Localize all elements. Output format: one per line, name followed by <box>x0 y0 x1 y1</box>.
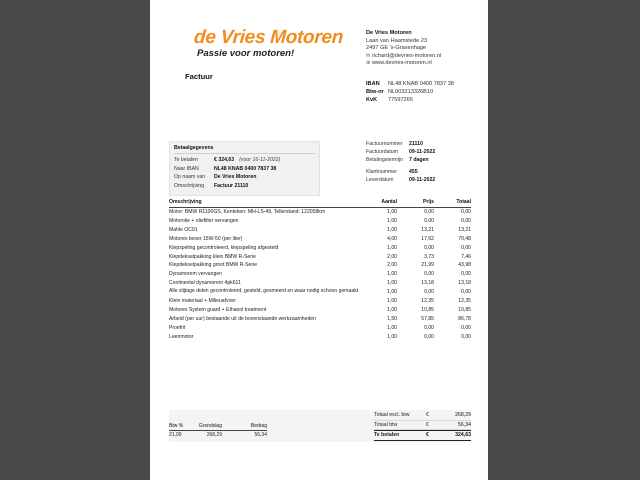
item-price: 0,00 <box>424 244 434 251</box>
payment-amount: € 324,63 <box>214 157 235 163</box>
payment-details-box <box>169 141 320 196</box>
invoice-meta <box>366 141 435 185</box>
item-price: 0,00 <box>424 289 434 296</box>
payment-row <box>174 156 315 165</box>
item-price: 0,00 <box>424 217 434 224</box>
item-quantity: 1,00 <box>387 280 397 287</box>
meta-value: 21110 <box>409 141 423 147</box>
table-row <box>169 324 471 333</box>
item-price: 21,99 <box>421 262 434 269</box>
table-row <box>169 315 471 324</box>
meta-label: Leverdatum <box>366 177 394 184</box>
item-total: 0,00 <box>461 209 471 215</box>
item-description: Arbeid (per uur) bestaande uit de bovenstaande werkzaamheden <box>169 315 316 322</box>
item-description: Continental dynamorem 4pk611 <box>169 280 241 287</box>
table-row <box>169 235 471 244</box>
payment-value: De Vries Motoren <box>214 174 257 181</box>
bank-label: IBAN <box>366 81 380 87</box>
meta-value: 09-11-2022 <box>409 148 436 155</box>
item-quantity: 1,00 <box>387 333 397 340</box>
totals-currency: € <box>426 432 429 439</box>
payment-row <box>174 165 315 174</box>
item-price: 0,00 <box>424 333 434 340</box>
item-price: 12,35 <box>421 298 434 305</box>
item-total: 70,48 <box>458 235 471 242</box>
item-quantity: 1,00 <box>387 271 397 278</box>
item-total: 0,00 <box>461 289 471 296</box>
line-items-header <box>169 199 471 208</box>
grand-total-label: Te betalen <box>374 432 400 439</box>
payment-value: Factuur 21110 <box>214 182 249 189</box>
item-quantity: 1,00 <box>387 226 397 233</box>
meta-row <box>366 177 435 185</box>
table-row <box>169 261 471 270</box>
bank-details <box>366 80 454 104</box>
vat-header-amount: Bedrag <box>250 423 267 429</box>
item-description: Motorex boxer 15W-50 (per liter) <box>169 235 243 242</box>
item-price: 57,85 <box>421 315 434 322</box>
company-name: De Vries Motoren <box>366 30 412 36</box>
bank-value: 77597265 <box>388 97 413 103</box>
company-email[interactable]: richard@devries-motoren.nl <box>372 52 442 59</box>
totals-value: 268,29 <box>455 412 471 418</box>
payment-label: Op naam van <box>174 174 206 181</box>
document-title: Factuur <box>185 72 213 81</box>
item-price: 3,73 <box>424 253 434 260</box>
vat-header-base: Grondslag <box>198 423 222 429</box>
header-quantity: Aantal <box>381 199 397 205</box>
totals-row <box>374 421 471 431</box>
table-row <box>169 208 471 217</box>
meta-label: Klantnummer <box>366 169 397 176</box>
table-row <box>169 288 471 297</box>
company-email-row <box>366 53 441 61</box>
bank-label: KvK <box>366 97 378 103</box>
item-total: 0,00 <box>461 244 471 251</box>
item-description: Motorex System guard + Ethanol treatment <box>169 306 267 313</box>
item-quantity: 2,00 <box>387 262 397 269</box>
item-price: 0,00 <box>424 324 434 331</box>
company-logo <box>194 28 343 59</box>
header-price: Prijs <box>422 199 434 205</box>
meta-row <box>366 149 435 157</box>
item-quantity: 1,00 <box>387 217 397 224</box>
header-total: Totaal <box>456 199 471 205</box>
meta-row <box>366 157 435 165</box>
item-description: Klepdekselpakking groot BMW R-Serie <box>169 262 258 269</box>
line-items-table <box>169 199 471 342</box>
company-website[interactable]: www.devries-motoren.nl <box>372 60 432 67</box>
totals-value: 56,34 <box>458 421 471 428</box>
item-description: Alle slijtage delen gecontroleerd, gesteld, gesmeerd en waar nodig schoon gemaakt <box>169 288 359 295</box>
payment-value <box>214 156 280 165</box>
logo-tagline: Passie voor motoren! <box>197 48 295 59</box>
item-price: 13,21 <box>421 226 434 233</box>
table-row <box>169 306 471 315</box>
envelope-icon: ✉ <box>366 52 371 59</box>
totals-label: Totaal btw <box>374 421 398 428</box>
totals-grand-row <box>374 430 471 441</box>
table-row <box>169 297 471 306</box>
item-description: Klepspeling gecontroleerd, klepspeling afgesteld <box>169 244 279 251</box>
item-total: 7,46 <box>461 253 471 260</box>
vat-base: 268,29 <box>206 432 222 438</box>
bank-row-btw <box>366 88 454 96</box>
company-street: Laan van Haamstede 23 <box>366 37 427 44</box>
item-total: 0,00 <box>461 324 471 331</box>
totals-currency: € <box>426 412 429 418</box>
item-quantity: 4,00 <box>387 235 397 242</box>
item-description: Motorolie + oliefilter vervangen <box>169 217 239 224</box>
item-price: 13,18 <box>421 280 434 287</box>
meta-row <box>366 169 435 177</box>
meta-label: Factuurnummer <box>366 141 403 147</box>
item-price: 0,00 <box>424 209 434 215</box>
payment-heading: Betaalgegevens <box>174 145 315 154</box>
item-total: 0,00 <box>461 217 471 224</box>
item-price: 17,62 <box>421 235 434 242</box>
item-description: Dynamorem vervangen <box>169 271 222 278</box>
item-quantity: 2,00 <box>387 253 397 260</box>
payment-row <box>174 182 315 191</box>
item-total: 12,35 <box>458 298 471 305</box>
item-description: Leenmotor <box>169 333 194 340</box>
payment-label: Naar IBAN <box>174 165 199 172</box>
totals-currency: € <box>426 421 429 428</box>
item-total: 13,21 <box>458 226 471 233</box>
payment-label: Te betalen <box>174 157 198 163</box>
company-city: 2497 GE 's-Gravenhage <box>366 45 427 52</box>
meta-value: 455 <box>409 169 418 176</box>
line-items-body <box>169 208 471 342</box>
payment-value: NL48 KNAB 0400 7837 38 <box>214 165 277 172</box>
item-quantity: 1,00 <box>387 289 397 296</box>
item-quantity: 1,00 <box>387 209 397 215</box>
item-quantity: 1,50 <box>387 315 397 322</box>
item-quantity: 1,00 <box>387 306 397 313</box>
totals-label: Totaal excl. btw <box>374 412 410 418</box>
vat-header <box>169 423 267 431</box>
item-total: 86,78 <box>458 315 471 322</box>
bank-row-kvk <box>366 96 454 104</box>
bank-label: Btw-nr <box>366 89 384 95</box>
vat-row <box>169 431 267 439</box>
item-total: 0,00 <box>461 271 471 278</box>
grand-total-value: 324,63 <box>455 432 471 439</box>
item-description: Klepdekselpakking klein BMW R-Serie <box>169 253 256 260</box>
item-price: 10,85 <box>421 306 434 313</box>
meta-row <box>366 141 435 149</box>
item-quantity: 1,00 <box>387 298 397 305</box>
item-description: Klein materiaal + Milieuafvoer <box>169 298 236 305</box>
company-address <box>366 30 441 68</box>
item-total: 0,00 <box>461 333 471 340</box>
item-quantity: 1,00 <box>387 244 397 251</box>
item-description: Mahle OC91 <box>169 226 198 233</box>
table-row <box>169 244 471 253</box>
company-website-row <box>366 60 441 68</box>
item-total: 43,98 <box>458 262 471 269</box>
meta-label: Factuurdatum <box>366 148 399 155</box>
header-description: Omschrijving <box>169 199 202 205</box>
table-row <box>169 279 471 288</box>
vat-pct: 21,00 <box>169 432 182 438</box>
globe-icon: ⊕ <box>366 60 371 67</box>
table-row <box>169 333 471 342</box>
item-description: Proefrit <box>169 324 186 331</box>
table-row <box>169 253 471 262</box>
payment-due-note: (voor 16-11-2022) <box>239 157 281 163</box>
invoice-page <box>150 0 488 480</box>
table-row <box>169 270 471 279</box>
item-description: Motor: BMW R1100GS, Kenteken: MH-LS-49, Tellerstand: 122058km <box>169 209 326 215</box>
table-row <box>169 217 471 226</box>
bank-value: NL003213326B10 <box>388 89 434 95</box>
item-quantity: 1,00 <box>387 324 397 331</box>
meta-value: 09-11-2022 <box>409 177 436 184</box>
totals-table <box>374 411 471 441</box>
item-total: 10,85 <box>458 306 471 313</box>
meta-label: Betalingstermijn <box>366 156 403 163</box>
meta-value: 7 dagen <box>409 156 429 163</box>
item-price: 0,00 <box>424 271 434 278</box>
vat-header-pct: Btw % <box>169 423 184 429</box>
bank-row-iban <box>366 80 454 88</box>
vat-amount: 56,34 <box>254 432 267 438</box>
vat-summary-table <box>169 423 267 439</box>
logo-wordmark: de Vries Motoren <box>193 27 344 48</box>
item-total: 13,18 <box>458 280 471 287</box>
bank-value: NL48 KNAB 0400 7837 38 <box>388 81 454 87</box>
payment-label: Omschrijving <box>174 182 204 189</box>
payment-row <box>174 173 315 182</box>
totals-row <box>374 411 471 421</box>
table-row <box>169 226 471 235</box>
